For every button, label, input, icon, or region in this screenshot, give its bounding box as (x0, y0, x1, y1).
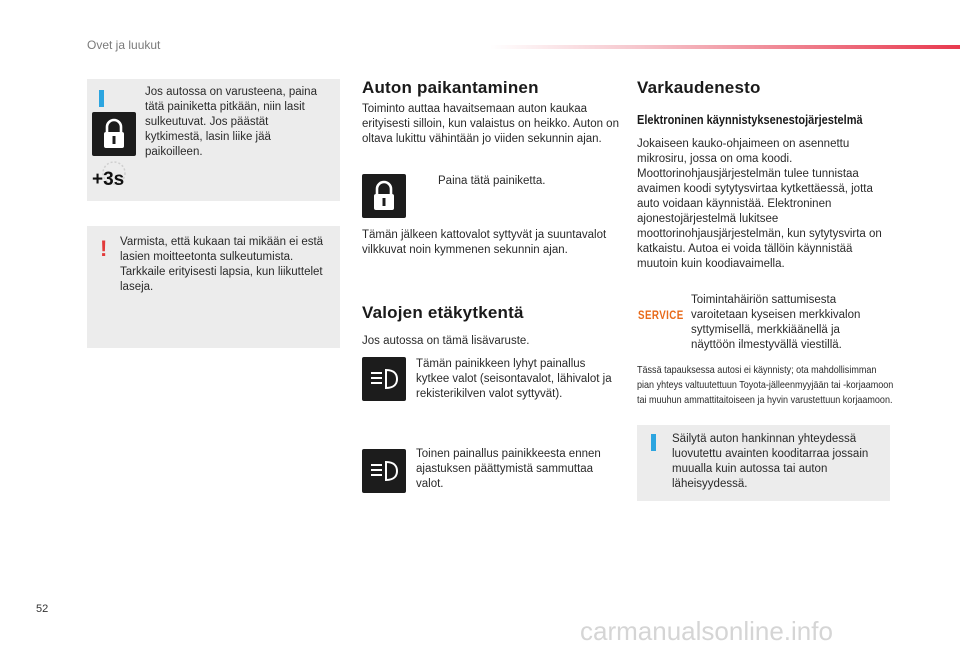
service-warning-text: Toimintahäiriön sattumisesta varoitetaan kyseisen merkkivalon syttymisellä, merkkiäänellä ja näyttöön ilmestyvällä viestillä. (691, 294, 861, 351)
info-panel-keycode-text: Säilytä auton hankinnan yhteydessä luovutettu avainten kooditarraa jossain muualla kuin autossa tai auton läheisyydessä. (672, 433, 869, 490)
warning-panel-text: Varmista, että kukaan tai mikään ei estä lasien moitteetonta sulkeutumista. Tarkkaile erityisesti lapsia, kun liikuttelet laseja. (120, 236, 324, 293)
header-accent-bar (490, 45, 960, 49)
info-panel-window (87, 79, 340, 201)
locate-result: Tämän jälkeen kattovalot syttyvät ja suuntavalot vilkkuvat noin kymmenen sekunnin ajan. (362, 229, 607, 256)
locate-step: Paina tätä painiketta. (438, 175, 546, 187)
lights-button-icon-second (362, 449, 406, 493)
info-panel-keycode (637, 425, 890, 501)
hold-duration-label: +3s (92, 169, 125, 190)
warning-panel-window (87, 226, 340, 348)
lock-button-icon (92, 112, 136, 156)
locate-title: Auton paikantaminen (362, 78, 539, 97)
fine-print: Tässä tapauksessa autosi ei käynnisty; ota mahdollisimman pian yhteys valtuutettuun Toyota-jälleenmyyjään tai -korjaamoon tai muuhun ammattitaitoiseen ja hyvin varustettuun korjaamoon. (637, 364, 894, 406)
lights-button-icon (362, 357, 406, 401)
remote-lights-intro: Jos autossa on tämä lisävaruste. (362, 335, 530, 347)
warning-icon: ! (100, 236, 108, 261)
immobiliser-subtitle: Elektroninen käynnistyksenestojärjestelmä (637, 113, 863, 127)
remote-lights-second-press: Toinen painallus painikkeesta ennen ajastuksen päättymistä sammuttaa valot. (416, 448, 601, 490)
page-number: 52 (36, 603, 49, 615)
info-icon (99, 90, 104, 107)
info-icon-right (651, 434, 656, 451)
remote-lights-short-press: Tämän painikkeen lyhyt painallus kytkee valot (seisontavalot, lähivalot ja rekisterikilven valot syttyvät). (416, 358, 612, 400)
hold-timer-icon (92, 159, 134, 195)
watermark: carmanualsonline.info (580, 616, 833, 646)
immobiliser-body: Jokaiseen kauko-ohjaimeen on asennettu mikrosiru, jossa on oma koodi. Moottorinohjausjärjestelmän tulee tunnistaa avaimen koodi sytytysvirtaa kytkettäessä, jotta auto voidaan käynnistää. Elektroninen ajonestojärjestelmä lukitsee moottorinohjausjärjestelmän, kun sytytysvirta on katkaistu. Autoa ei voida tällöin käynnistää muutoin kuin koodiavaimella. (637, 138, 882, 270)
section-header: Ovet ja luukut (87, 38, 161, 52)
lock-button-icon-locate (362, 174, 406, 218)
anti-theft-title: Varkaudenesto (637, 78, 761, 97)
remote-lights-title: Valojen etäkytkentä (362, 303, 524, 322)
locate-intro: Toiminto auttaa havaitsemaan auton kaukaa erityisesti silloin, kun valaistus on heikko. Auton on oltava lukittu vähintään jo viiden sekunnin ajan. (362, 103, 619, 145)
info-panel-text: Jos autossa on varusteena, paina tätä painiketta pitkään, niin lasit sulkeutuvat. Jos päästät kytkimestä, lasin liike jää paikoilleen. (145, 86, 317, 158)
service-warning-icon: SERVICE (638, 310, 684, 322)
